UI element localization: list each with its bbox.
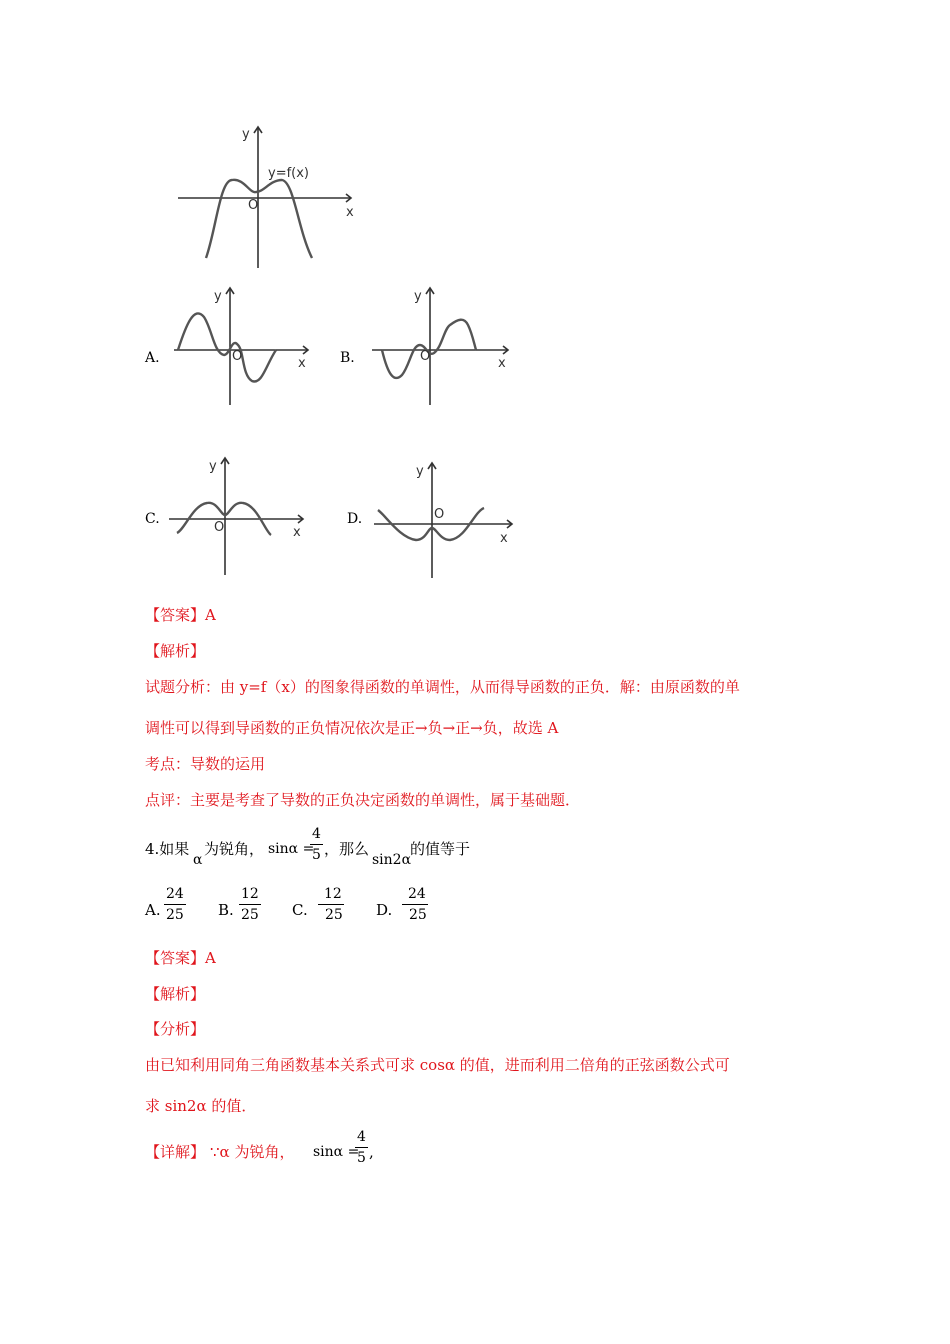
numerator: 12 — [239, 887, 261, 905]
q4-suffix: 的值等于 — [410, 840, 471, 858]
option-c-letter: C. — [145, 511, 160, 527]
q4-sin-label: sinα = — [268, 841, 315, 857]
origin-label: O — [434, 507, 445, 522]
q4-detail-tail: , — [369, 1143, 374, 1161]
q4-fenxi-line1: 由已知利用同角三角函数基本关系式可求 cosα 的值，进而利用二倍角的正弦函数公式可 — [145, 1056, 730, 1074]
denominator: 25 — [241, 907, 259, 923]
q3-analysis-line1: 试题分析：由 y=f（x）的图象得函数的单调性，从而得导函数的正负．解：由原函数的单 — [145, 678, 740, 696]
q4-answer: 【答案】A — [145, 949, 216, 967]
option-a-graph — [170, 285, 315, 410]
numerator: 24 — [402, 887, 428, 905]
option-c-graph — [165, 455, 310, 580]
x-axis-label: x — [500, 531, 508, 546]
q3-analysis-line2: 调性可以得到导函数的正负情况依次是正→负→正→负，故选 A — [145, 719, 559, 737]
numerator: 12 — [318, 887, 344, 905]
option-a-letter: A. — [145, 350, 160, 366]
denominator: 25 — [409, 907, 427, 923]
q4-detail-header: 【详解】 — [145, 1143, 206, 1161]
q4-then: ，那么 — [324, 840, 370, 858]
x-axis-label: x — [293, 525, 301, 540]
main-function-graph — [170, 120, 360, 270]
q4-choice-a-fraction — [164, 887, 186, 922]
numerator: 4 — [355, 1130, 368, 1148]
origin-label: O — [420, 349, 431, 364]
option-d-letter: D. — [347, 511, 363, 527]
y-axis-label: y — [209, 459, 217, 474]
denominator: 5 — [357, 1150, 366, 1166]
option-b-letter: B. — [340, 350, 355, 366]
numerator: 24 — [164, 887, 186, 905]
q4-alpha: α — [193, 852, 203, 868]
option-a-curve — [178, 313, 276, 381]
q4-fenxi-line2: 求 sin2α 的值． — [145, 1097, 257, 1115]
curve-label: y=f(x) — [268, 166, 309, 181]
q4-prefix: 4.如果 — [145, 840, 190, 858]
origin-label: O — [232, 349, 243, 364]
q4-detail-fraction — [355, 1130, 368, 1165]
y-axis-label: y — [416, 464, 424, 479]
denominator: 25 — [166, 907, 184, 923]
option-b-graph — [368, 285, 518, 410]
q4-choice-c-fraction — [318, 887, 344, 922]
numerator: 4 — [310, 827, 323, 845]
q4-sin2a: sin2α — [372, 852, 412, 868]
x-axis-label: x — [298, 356, 306, 371]
q3-point: 考点：导数的运用 — [145, 755, 266, 773]
q4-sin-fraction — [310, 827, 323, 862]
q4-choice-b-letter: B. — [218, 901, 234, 919]
q4-choice-a-letter: A. — [145, 901, 161, 919]
q4-analysis-header: 【解析】 — [145, 985, 206, 1003]
option-d-graph — [370, 460, 520, 585]
denominator: 5 — [312, 847, 321, 863]
origin-label: O — [248, 198, 259, 213]
q4-choice-d-fraction — [402, 887, 428, 922]
q4-detail-sin-label: sinα = — [313, 1144, 360, 1160]
y-axis-label: y — [214, 289, 222, 304]
x-axis-label: x — [498, 356, 506, 371]
q3-answer: 【答案】A — [145, 606, 216, 624]
function-curve — [206, 180, 312, 258]
q4-choice-b-fraction — [239, 887, 261, 922]
q3-analysis-header: 【解析】 — [145, 642, 206, 660]
q3-comment: 点评：主要是考查了导数的正负决定函数的单调性，属于基础题． — [145, 791, 581, 809]
y-axis-label: y — [242, 127, 250, 142]
q4-detail-text: ∵α 为锐角， — [210, 1143, 295, 1161]
q4-choice-d-letter: D. — [376, 901, 393, 919]
denominator: 25 — [325, 907, 343, 923]
x-axis-label: x — [346, 205, 354, 220]
q4-choice-c-letter: C. — [292, 901, 308, 919]
q4-fenxi-header: 【分析】 — [145, 1020, 206, 1038]
y-axis-label: y — [414, 289, 422, 304]
origin-label: O — [214, 520, 225, 535]
q4-is-acute: 为锐角， — [204, 840, 265, 858]
